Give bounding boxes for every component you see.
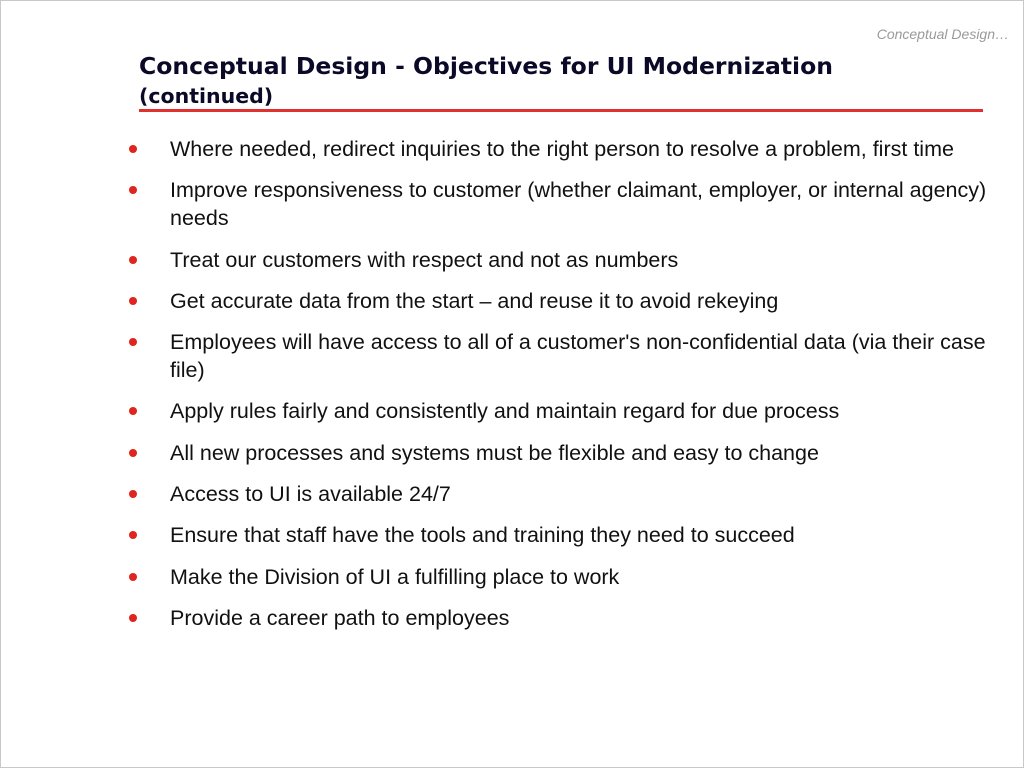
- bullet-dot-icon: [129, 531, 137, 539]
- bullet-item: [121, 246, 991, 274]
- title-underline-rule: [139, 109, 983, 112]
- bullet-text: All new processes and systems must be flexible and easy to change: [170, 440, 819, 465]
- bullet-dot-icon: [129, 297, 137, 305]
- bullet-text: Employees will have access to all of a customer's non-confidential data (via their case file): [170, 330, 986, 383]
- bullet-item: [121, 135, 991, 163]
- bullet-item: [121, 521, 991, 549]
- bullet-text: Access to UI is available 24/7: [170, 482, 451, 507]
- bullet-dot-icon: [129, 407, 137, 415]
- bullet-item: [121, 176, 991, 232]
- bullet-text: Apply rules fairly and consistently and maintain regard for due process: [170, 399, 840, 424]
- bullet-dot-icon: [129, 490, 137, 498]
- section-header-label: Conceptual Design…: [876, 26, 1009, 42]
- bullet-item: [121, 287, 991, 315]
- bullet-dot-icon: [129, 449, 137, 457]
- bullet-text: Ensure that staff have the tools and training they need to succeed: [170, 523, 795, 548]
- bullet-dot-icon: [129, 338, 137, 346]
- bullet-text: Where needed, redirect inquiries to the right person to resolve a problem, first time: [170, 137, 954, 161]
- bullet-text: Treat our customers with respect and not as numbers: [170, 247, 679, 272]
- bullet-dot-icon: [129, 145, 137, 153]
- bullet-text: Make the Division of UI a fulfilling place to work: [170, 564, 620, 589]
- bullet-dot-icon: [129, 573, 137, 581]
- bullet-item: [121, 563, 991, 591]
- bullet-item: [121, 397, 991, 425]
- bullet-text: Provide a career path to employees: [170, 605, 510, 630]
- bullet-item: [121, 480, 991, 508]
- slide-title: [139, 51, 979, 111]
- bullet-item: [121, 328, 991, 384]
- bullet-item: [121, 439, 991, 467]
- objectives-bullet-list: [121, 135, 991, 645]
- bullet-dot-icon: [129, 614, 137, 622]
- slide-title-main: Conceptual Design - Objectives for UI Modernization: [139, 52, 833, 80]
- bullet-text: Get accurate data from the start – and reuse it to avoid rekeying: [170, 288, 779, 313]
- bullet-text: Improve responsiveness to customer (whether claimant, employer, or internal agency) needs: [170, 178, 987, 231]
- bullet-dot-icon: [129, 256, 137, 264]
- bullet-dot-icon: [129, 186, 137, 194]
- bullet-item: [121, 604, 991, 632]
- slide-title-continued: (continued): [139, 84, 274, 108]
